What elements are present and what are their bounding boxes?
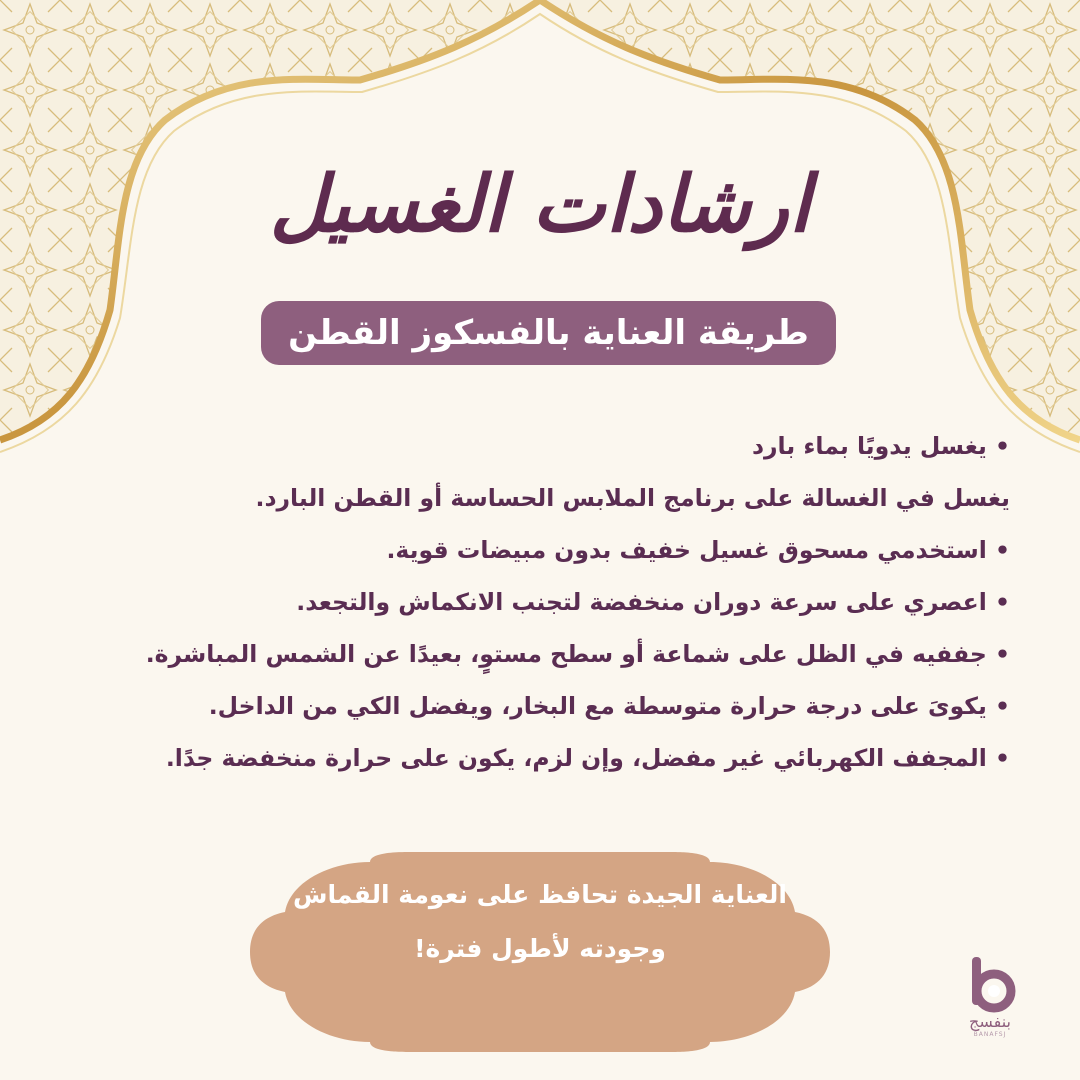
brand-latin: BANAFSJ [973, 1031, 1007, 1038]
quote-text: العناية الجيدة تحافظ على نعومة القماش وجودته لأطول فترة! [292, 880, 788, 963]
instruction-item: • اعصري على سرعة دوران منخفضة لتجنب الانكماش والتجعد. [296, 588, 1010, 616]
instruction-item: • استخدمي مسحوق غسيل خفيف بدون مبيضات قوية. [386, 536, 1010, 564]
subtitle-badge [261, 301, 836, 365]
page-title: ارشادات الغسيل [269, 159, 811, 250]
instruction-item: • جففيه في الظل على شماعة أو سطح مستوٍ، بعيدًا عن الشمس المباشرة. [145, 640, 1010, 668]
instruction-item: • يغسل يدويًا بماء بارد [751, 432, 1010, 460]
subtitle-text: طريقة العناية بالفسكوز القطن [288, 313, 809, 353]
instruction-item: يغسل في الغسالة على برنامج الملابس الحساسة أو القطن البارد. [255, 484, 1010, 512]
instructions-list [60, 420, 1010, 784]
instruction-item: • يكوىَ على درجة حرارة متوسطة مع البخار، ويفضل الكي من الداخل. [208, 692, 1010, 720]
instruction-item: • المجفف الكهربائي غير مفضل، وإن لزم، يكون على حرارة منخفضة جدًا. [165, 744, 1010, 772]
brand-name: بنفسج [969, 1012, 1011, 1031]
